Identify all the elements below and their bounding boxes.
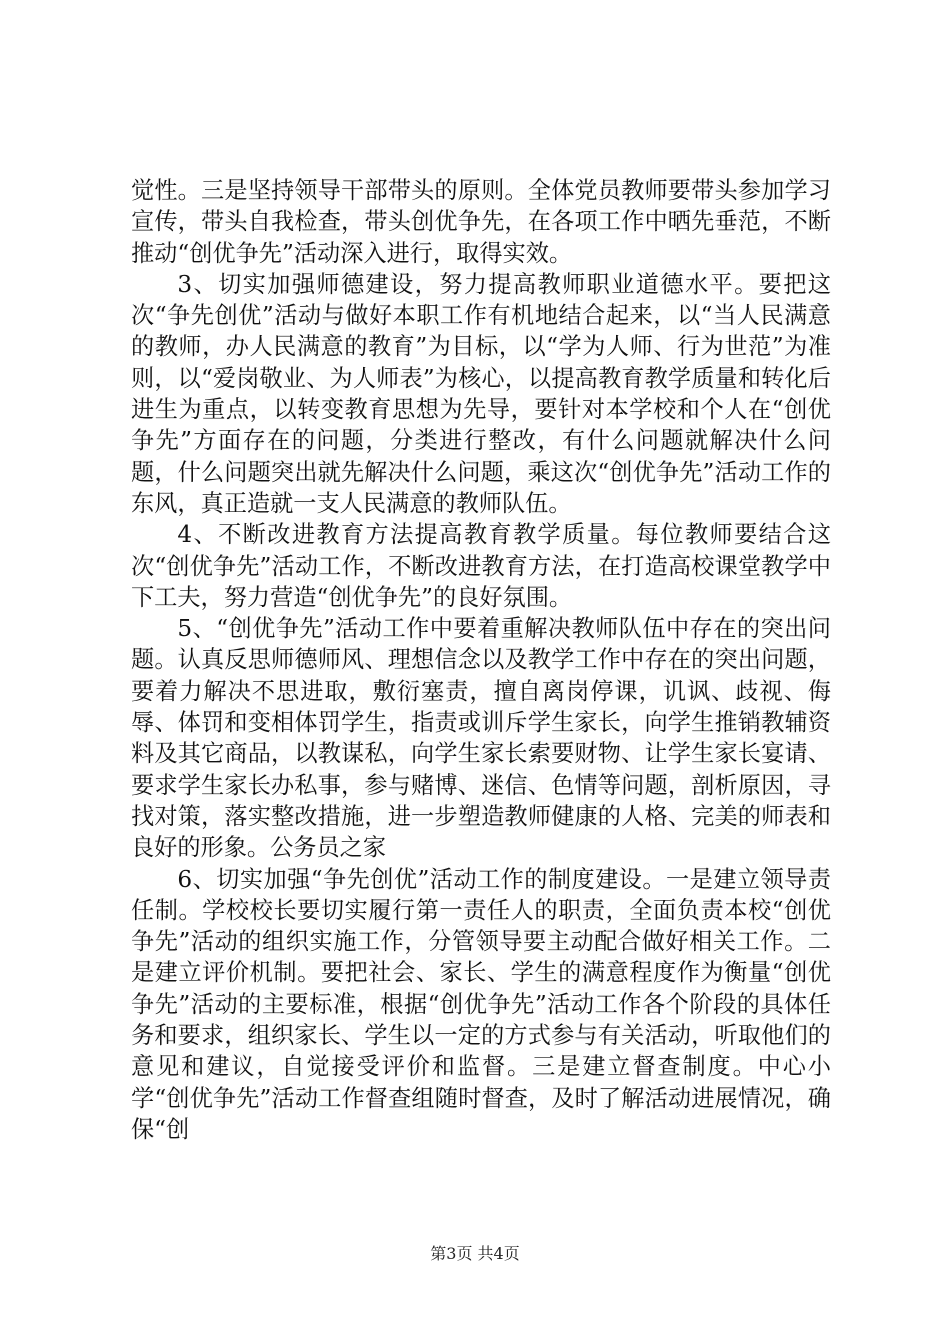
page-footer: 第3页 共4页 — [430, 1244, 520, 1263]
document-body — [131, 175, 831, 1145]
paragraph-item-6: 6、切实加强“争先创优”活动工作的制度建设。一是建立领导责任制。学校校长要切实履行第一责任人的职责，全面负责本校“创优争先”活动的组织实施工作，分管领导要主动配合做好相关工作。二是建立评价机制。要把社会、家长、学生的满意程度作为衡量“创优争先”活动的主要标准，根据“创优争先”活动工作各个阶段的具体任务和要求，组织家长、学生以一定的方式参与有关活动，听取他们的意见和建议，自觉接受评价和监督。三是建立督查制度。中心小学“创优争先”活动工作督查组随时督查，及时了解活动进展情况，确保“创 — [131, 865, 831, 1143]
paragraph-item-3: 3、切实加强师德建设，努力提高教师职业道德水平。要把这次“争先创优”活动与做好本职工作有机地结合起来，以“当人民满意的教师，办人民满意的教育”为目标，以“学为人师、行为世范”为准则，以“爱岗敬业、为人师表”为核心，以提高教育教学质量和转化后进生为重点，以转变教育思想为先导，要针对本学校和个人在“创优争先”方面存在的问题，分类进行整改，有什么问题就解决什么问题，什么问题突出就先解决什么问题，乘这次“创优争先”活动工作的东风，真正造就一支人民满意的教师队伍。 — [131, 270, 831, 517]
paragraph-item-4: 4、不断改进教育方法提高教育教学质量。每位教师要结合这次“创优争先”活动工作，不断改进教育方法，在打造高校课堂教学中下工夫，努力营造“创优争先”的良好氛围。 — [131, 521, 831, 611]
paragraph-item-5: 5、“创优争先”活动工作中要着重解决教师队伍中存在的突出问题。认真反思师德师风、理想信念以及教学工作中存在的突出问题，要着力解决不思进取，敷衍塞责，擅自离岗停课，讥讽、歧视、侮辱、体罚和变相体罚学生，指责或训斥学生家长，向学生推销教辅资料及其它商品，以教谋私，向学生家长索要财物、让学生家长宴请、要求学生家长办私事，参与赌博、迷信、色情等问题，剖析原因，寻找对策，落实整改措施，进一步塑造教师健康的人格、完美的师表和良好的形象。公务员之家 — [131, 615, 831, 862]
paragraph-continuation: 觉性。三是坚持领导干部带头的原则。全体党员教师要带头参加学习宣传，带头自我检查，带头创优争先，在各项工作中晒先垂范，不断推动“创优争先”活动深入进行，取得实效。 — [131, 177, 831, 267]
